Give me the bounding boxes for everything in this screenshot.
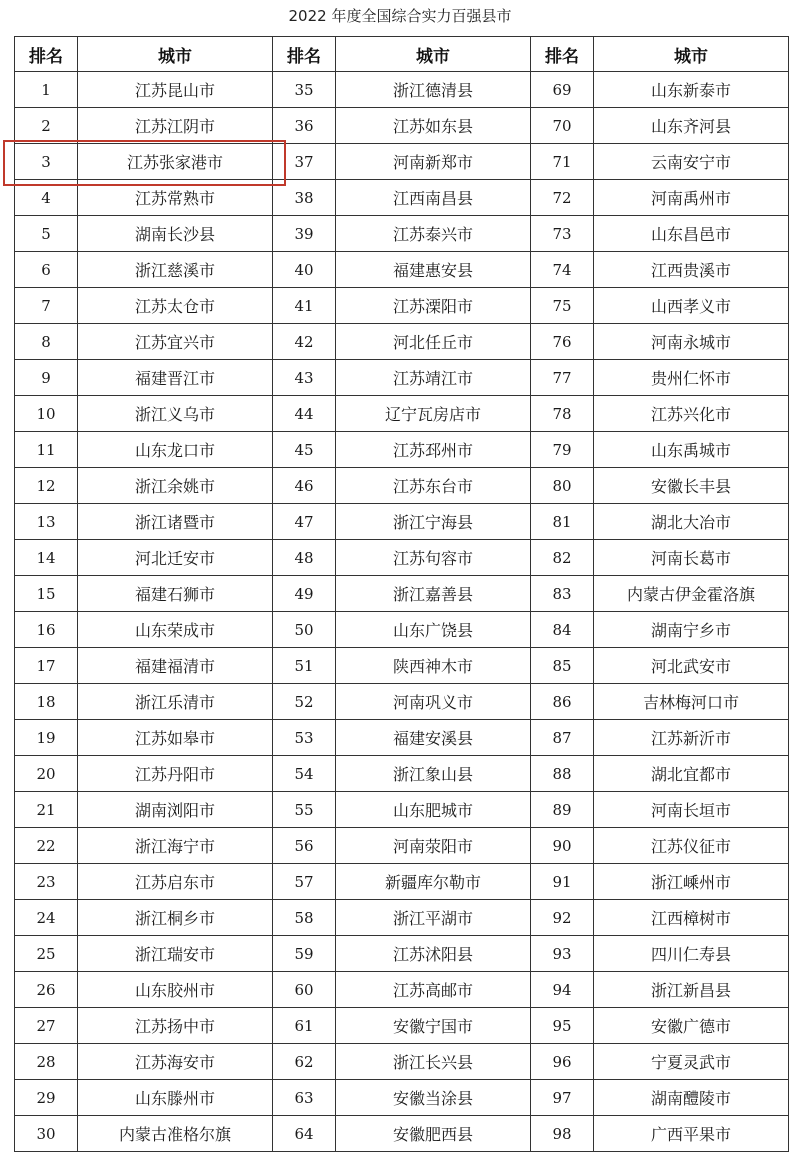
- rank-cell: 23: [15, 864, 78, 900]
- rank-cell: 21: [15, 792, 78, 828]
- rank-cell: 37: [273, 144, 336, 180]
- rank-cell: 79: [531, 432, 594, 468]
- city-cell: 广西平果市: [594, 1116, 789, 1152]
- rank-cell: 80: [531, 468, 594, 504]
- rank-header: 排名: [15, 37, 78, 72]
- rank-cell: 15: [15, 576, 78, 612]
- city-cell: 河南新郑市: [336, 144, 531, 180]
- rank-cell: 53: [273, 720, 336, 756]
- city-cell: 安徽宁国市: [336, 1008, 531, 1044]
- rank-cell: 6: [15, 252, 78, 288]
- city-cell: 安徽广德市: [594, 1008, 789, 1044]
- table-row: [15, 972, 789, 1008]
- table-row: [15, 936, 789, 972]
- table-row: [15, 180, 789, 216]
- city-cell: 山东齐河县: [594, 108, 789, 144]
- rank-cell: 78: [531, 396, 594, 432]
- city-cell: 河北迁安市: [78, 540, 273, 576]
- city-cell: 江苏丹阳市: [78, 756, 273, 792]
- rank-cell: 19: [15, 720, 78, 756]
- city-cell: 山东滕州市: [78, 1080, 273, 1116]
- city-cell: 内蒙古准格尔旗: [78, 1116, 273, 1152]
- city-cell: 江苏如皋市: [78, 720, 273, 756]
- city-cell: 江西南昌县: [336, 180, 531, 216]
- rank-cell: 4: [15, 180, 78, 216]
- table-row: [15, 252, 789, 288]
- city-cell: 福建惠安县: [336, 252, 531, 288]
- rank-cell: 70: [531, 108, 594, 144]
- rank-cell: 45: [273, 432, 336, 468]
- city-cell: 江苏泰兴市: [336, 216, 531, 252]
- city-cell: 安徽肥西县: [336, 1116, 531, 1152]
- rank-cell: 36: [273, 108, 336, 144]
- rank-cell: 39: [273, 216, 336, 252]
- city-cell: 江苏新沂市: [594, 720, 789, 756]
- rank-cell: 25: [15, 936, 78, 972]
- table-row: [15, 540, 789, 576]
- table-row: [15, 432, 789, 468]
- city-cell: 浙江嘉善县: [336, 576, 531, 612]
- rank-cell: 27: [15, 1008, 78, 1044]
- city-cell: 江苏江阴市: [78, 108, 273, 144]
- table-row: [15, 144, 789, 180]
- rank-cell: 69: [531, 72, 594, 108]
- city-cell: 河北任丘市: [336, 324, 531, 360]
- table-row: [15, 864, 789, 900]
- table-row: [15, 576, 789, 612]
- city-cell: 湖南浏阳市: [78, 792, 273, 828]
- table-row: [15, 468, 789, 504]
- rank-cell: 76: [531, 324, 594, 360]
- city-cell: 江苏沭阳县: [336, 936, 531, 972]
- table-row: [15, 648, 789, 684]
- rank-cell: 29: [15, 1080, 78, 1116]
- rank-cell: 93: [531, 936, 594, 972]
- city-cell: 江苏兴化市: [594, 396, 789, 432]
- city-cell: 江苏启东市: [78, 864, 273, 900]
- city-cell: 江苏溧阳市: [336, 288, 531, 324]
- rank-cell: 7: [15, 288, 78, 324]
- city-cell: 浙江海宁市: [78, 828, 273, 864]
- city-cell: 山东龙口市: [78, 432, 273, 468]
- table-row: [15, 1080, 789, 1116]
- city-cell: 江苏如东县: [336, 108, 531, 144]
- city-cell: 浙江长兴县: [336, 1044, 531, 1080]
- city-cell: 湖南宁乡市: [594, 612, 789, 648]
- city-cell: 浙江慈溪市: [78, 252, 273, 288]
- table-row: [15, 324, 789, 360]
- rank-cell: 83: [531, 576, 594, 612]
- city-cell: 湖南长沙县: [78, 216, 273, 252]
- city-cell: 福建安溪县: [336, 720, 531, 756]
- rank-cell: 3: [15, 144, 78, 180]
- rank-cell: 91: [531, 864, 594, 900]
- rank-cell: 61: [273, 1008, 336, 1044]
- rank-cell: 96: [531, 1044, 594, 1080]
- rank-cell: 51: [273, 648, 336, 684]
- city-cell: 山东禹城市: [594, 432, 789, 468]
- city-header: 城市: [78, 37, 273, 72]
- rank-cell: 62: [273, 1044, 336, 1080]
- city-cell: 浙江嵊州市: [594, 864, 789, 900]
- rank-cell: 84: [531, 612, 594, 648]
- table-body: [15, 72, 789, 1152]
- city-cell: 河南禹州市: [594, 180, 789, 216]
- rank-cell: 72: [531, 180, 594, 216]
- rank-cell: 94: [531, 972, 594, 1008]
- rank-cell: 71: [531, 144, 594, 180]
- rank-header: 排名: [273, 37, 336, 72]
- rank-cell: 60: [273, 972, 336, 1008]
- rank-cell: 17: [15, 648, 78, 684]
- city-cell: 山东新泰市: [594, 72, 789, 108]
- rank-cell: 50: [273, 612, 336, 648]
- table-row: [15, 792, 789, 828]
- table-row: [15, 1008, 789, 1044]
- city-cell: 江苏东台市: [336, 468, 531, 504]
- city-cell: 浙江桐乡市: [78, 900, 273, 936]
- table-row: [15, 288, 789, 324]
- city-cell: 山东昌邑市: [594, 216, 789, 252]
- table-row: [15, 1044, 789, 1080]
- city-cell: 河南长垣市: [594, 792, 789, 828]
- rank-cell: 5: [15, 216, 78, 252]
- city-cell: 江苏仪征市: [594, 828, 789, 864]
- city-cell: 江苏高邮市: [336, 972, 531, 1008]
- city-cell: 江苏张家港市: [78, 144, 273, 180]
- table-row: [15, 360, 789, 396]
- rank-cell: 2: [15, 108, 78, 144]
- table-row: [15, 612, 789, 648]
- rank-cell: 40: [273, 252, 336, 288]
- city-cell: 湖北大冶市: [594, 504, 789, 540]
- rank-cell: 82: [531, 540, 594, 576]
- city-cell: 浙江宁海县: [336, 504, 531, 540]
- city-cell: 江苏句容市: [336, 540, 531, 576]
- rank-cell: 77: [531, 360, 594, 396]
- rank-cell: 16: [15, 612, 78, 648]
- rank-cell: 74: [531, 252, 594, 288]
- rank-cell: 73: [531, 216, 594, 252]
- rank-cell: 64: [273, 1116, 336, 1152]
- rank-cell: 58: [273, 900, 336, 936]
- rank-cell: 98: [531, 1116, 594, 1152]
- city-cell: 江苏宜兴市: [78, 324, 273, 360]
- table-row: [15, 1116, 789, 1152]
- rank-cell: 86: [531, 684, 594, 720]
- city-cell: 江苏靖江市: [336, 360, 531, 396]
- city-cell: 江西贵溪市: [594, 252, 789, 288]
- rank-cell: 63: [273, 1080, 336, 1116]
- city-cell: 河南长葛市: [594, 540, 789, 576]
- rank-cell: 11: [15, 432, 78, 468]
- table-row: [15, 72, 789, 108]
- rank-cell: 41: [273, 288, 336, 324]
- rank-cell: 75: [531, 288, 594, 324]
- rank-cell: 18: [15, 684, 78, 720]
- rank-cell: 24: [15, 900, 78, 936]
- rank-cell: 90: [531, 828, 594, 864]
- city-cell: 山东胶州市: [78, 972, 273, 1008]
- rank-cell: 44: [273, 396, 336, 432]
- city-cell: 江苏常熟市: [78, 180, 273, 216]
- rank-cell: 26: [15, 972, 78, 1008]
- city-cell: 山东荣成市: [78, 612, 273, 648]
- city-cell: 安徽当涂县: [336, 1080, 531, 1116]
- city-cell: 辽宁瓦房店市: [336, 396, 531, 432]
- rank-cell: 87: [531, 720, 594, 756]
- city-cell: 江西樟树市: [594, 900, 789, 936]
- city-cell: 浙江德清县: [336, 72, 531, 108]
- city-cell: 内蒙古伊金霍洛旗: [594, 576, 789, 612]
- city-cell: 江苏太仓市: [78, 288, 273, 324]
- table-row: [15, 900, 789, 936]
- city-cell: 安徽长丰县: [594, 468, 789, 504]
- city-cell: 湖北宜都市: [594, 756, 789, 792]
- rank-cell: 95: [531, 1008, 594, 1044]
- city-cell: 江苏海安市: [78, 1044, 273, 1080]
- table-row: [15, 828, 789, 864]
- rank-cell: 92: [531, 900, 594, 936]
- city-cell: 河南巩义市: [336, 684, 531, 720]
- rank-cell: 43: [273, 360, 336, 396]
- city-cell: 吉林梅河口市: [594, 684, 789, 720]
- rank-cell: 30: [15, 1116, 78, 1152]
- city-cell: 浙江乐清市: [78, 684, 273, 720]
- page-title: 2022 年度全国综合实力百强县市: [288, 7, 512, 25]
- city-cell: 福建石狮市: [78, 576, 273, 612]
- rank-cell: 52: [273, 684, 336, 720]
- city-cell: 江苏邳州市: [336, 432, 531, 468]
- table-row: [15, 504, 789, 540]
- table-row: [15, 216, 789, 252]
- city-cell: 河南永城市: [594, 324, 789, 360]
- rank-cell: 89: [531, 792, 594, 828]
- rank-cell: 9: [15, 360, 78, 396]
- ranking-table: [14, 36, 789, 1152]
- city-cell: 山西孝义市: [594, 288, 789, 324]
- table-row: [15, 108, 789, 144]
- table-row: [15, 396, 789, 432]
- city-cell: 浙江诸暨市: [78, 504, 273, 540]
- city-cell: 云南安宁市: [594, 144, 789, 180]
- rank-cell: 81: [531, 504, 594, 540]
- city-cell: 河南荥阳市: [336, 828, 531, 864]
- city-cell: 贵州仁怀市: [594, 360, 789, 396]
- city-cell: 四川仁寿县: [594, 936, 789, 972]
- rank-cell: 42: [273, 324, 336, 360]
- rank-cell: 85: [531, 648, 594, 684]
- city-cell: 浙江平湖市: [336, 900, 531, 936]
- city-cell: 浙江象山县: [336, 756, 531, 792]
- city-cell: 新疆库尔勒市: [336, 864, 531, 900]
- table-row: [15, 756, 789, 792]
- city-header: 城市: [336, 37, 531, 72]
- city-cell: 福建晋江市: [78, 360, 273, 396]
- rank-cell: 46: [273, 468, 336, 504]
- rank-cell: 56: [273, 828, 336, 864]
- rank-cell: 10: [15, 396, 78, 432]
- rank-cell: 97: [531, 1080, 594, 1116]
- rank-cell: 57: [273, 864, 336, 900]
- rank-header: 排名: [531, 37, 594, 72]
- rank-cell: 59: [273, 936, 336, 972]
- rank-cell: 47: [273, 504, 336, 540]
- rank-cell: 35: [273, 72, 336, 108]
- rank-cell: 28: [15, 1044, 78, 1080]
- rank-cell: 38: [273, 180, 336, 216]
- table-row: [15, 720, 789, 756]
- rank-cell: 12: [15, 468, 78, 504]
- header-row: [15, 37, 789, 72]
- city-cell: 宁夏灵武市: [594, 1044, 789, 1080]
- city-cell: 山东肥城市: [336, 792, 531, 828]
- table-row: [15, 684, 789, 720]
- rank-cell: 20: [15, 756, 78, 792]
- rank-cell: 14: [15, 540, 78, 576]
- rank-cell: 88: [531, 756, 594, 792]
- rank-cell: 55: [273, 792, 336, 828]
- city-cell: 浙江瑞安市: [78, 936, 273, 972]
- city-cell: 浙江新昌县: [594, 972, 789, 1008]
- city-cell: 湖南醴陵市: [594, 1080, 789, 1116]
- city-cell: 浙江义乌市: [78, 396, 273, 432]
- rank-cell: 22: [15, 828, 78, 864]
- city-cell: 江苏扬中市: [78, 1008, 273, 1044]
- rank-cell: 13: [15, 504, 78, 540]
- city-cell: 浙江余姚市: [78, 468, 273, 504]
- rank-cell: 1: [15, 72, 78, 108]
- rank-cell: 49: [273, 576, 336, 612]
- rank-cell: 8: [15, 324, 78, 360]
- city-cell: 陕西神木市: [336, 648, 531, 684]
- city-cell: 福建福清市: [78, 648, 273, 684]
- city-cell: 山东广饶县: [336, 612, 531, 648]
- city-cell: 江苏昆山市: [78, 72, 273, 108]
- rank-cell: 48: [273, 540, 336, 576]
- rank-cell: 54: [273, 756, 336, 792]
- city-header: 城市: [594, 37, 789, 72]
- city-cell: 河北武安市: [594, 648, 789, 684]
